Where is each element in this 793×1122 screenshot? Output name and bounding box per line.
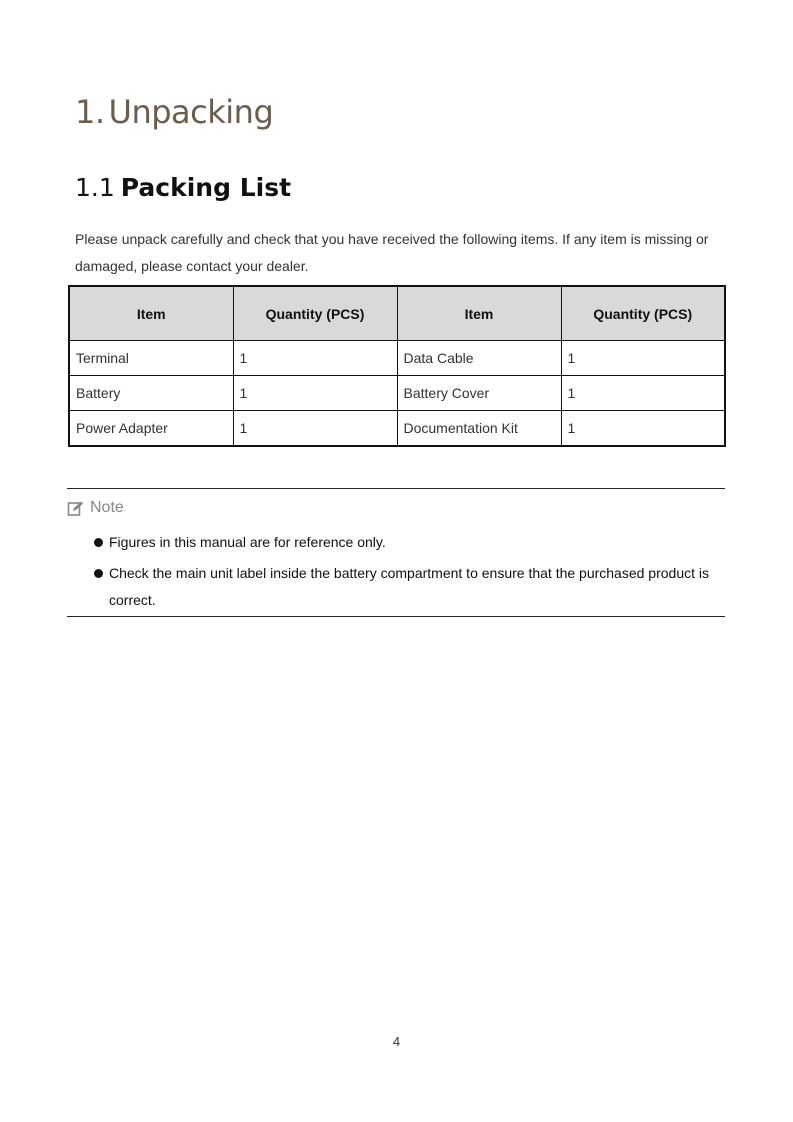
chapter-title-text: Unpacking [108,93,274,131]
section-title-text: Packing List [120,173,292,202]
note-item-text: Check the main unit label inside the battery compartment to ensure that the purchased product is correct. [109,565,710,608]
edit-note-icon [67,500,84,517]
table-row [69,411,725,447]
table-cell: Battery Cover [397,376,561,411]
table-row [69,341,725,376]
header-item-2: Item [397,286,561,341]
chapter-number: 1. [75,93,105,131]
table-cell: 1 [561,411,725,447]
table-cell: Battery [69,376,233,411]
table-cell: Documentation Kit [397,411,561,447]
table-cell: 1 [561,341,725,376]
chapter-title [75,90,273,134]
header-quantity-2: Quantity (PCS) [561,286,725,341]
list-item [94,529,724,556]
bullet-icon [94,569,103,578]
note-box [67,488,725,617]
section-title [75,170,291,206]
table-cell: 1 [561,376,725,411]
header-quantity-1: Quantity (PCS) [233,286,397,341]
section-number: 1.1 [75,173,115,202]
table-cell: 1 [233,411,397,447]
table-cell: Terminal [69,341,233,376]
table-cell: 1 [233,376,397,411]
page-number: 4 [392,1034,401,1049]
note-label: Note [90,499,124,516]
packing-list-table [68,285,726,447]
table-header-row [69,286,725,341]
table-cell: Data Cable [397,341,561,376]
header-item-1: Item [69,286,233,341]
table-row [69,376,725,411]
table-cell: Power Adapter [69,411,233,447]
table-cell: 1 [233,341,397,376]
bullet-icon [94,538,103,547]
note-heading [67,498,124,518]
note-list [94,529,724,618]
intro-paragraph: Please unpack carefully and check that you have received the following items. If any item is missing or damaged, please contact your dealer. [75,231,709,274]
note-item-text: Figures in this manual are for reference only. [109,534,386,550]
list-item [94,560,724,614]
